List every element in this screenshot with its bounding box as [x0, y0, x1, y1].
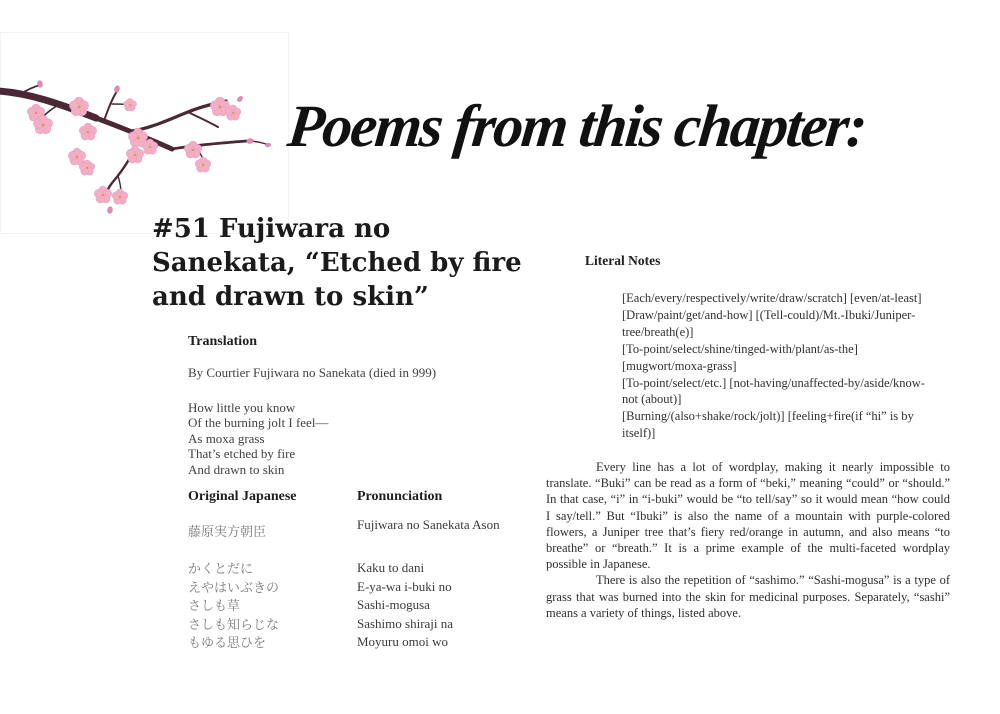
pronunciation-line: Moyuru omoi wo: [357, 634, 448, 650]
pronunciation-line: Sashi-mogusa: [357, 597, 430, 613]
poem-line: That’s etched by fire: [188, 446, 296, 462]
gloss-line: [To-point/select/shine/tinged-with/plant/as-the]: [622, 341, 858, 356]
poem-line: Of the burning jolt I feel—: [188, 415, 329, 431]
original-japanese-column-header: Original Japanese: [188, 489, 297, 504]
pronunciation-line: Sashimo shiraji na: [357, 615, 454, 631]
gloss-line: not (about)]: [622, 392, 682, 407]
japanese-line: もゆる思ひを: [188, 636, 267, 652]
gloss-line: tree/breath(e)]: [622, 324, 694, 339]
pronunciation-line: Kaku to dani: [357, 560, 425, 575]
gloss-line: [To-point/select/etc.] [not-having/unaffected-by/aside/know-: [622, 375, 925, 390]
pronunciation-lines: [357, 559, 453, 652]
gloss-line: itself)]: [622, 426, 656, 441]
gloss-line: [Draw/paint/get/and-how] [(Tell-could)/Mt.-Ibuki/Juniper-: [622, 307, 916, 322]
commentary-paragraph: There is also the repetition of “sashimo.” “Sashi-mogusa” is a type of grass that was burned into the skin for medicinal purposes. Separately, “sashi” means a variety of things, listed above.: [546, 573, 950, 620]
pronunciation-column-header: Pronunciation: [357, 489, 443, 504]
commentary-paragraphs: [546, 459, 950, 621]
literal-gloss-list: [622, 290, 942, 442]
poem-line: As moxa grass: [188, 430, 265, 446]
literal-notes-section-label: Literal Notes: [585, 253, 661, 268]
chapter-banner-title: Poems from this chapter:: [284, 93, 869, 159]
gloss-line: [mugwort/moxa-grass]: [622, 358, 737, 373]
pronunciation-line: E-ya-wa i-buki no: [357, 578, 452, 594]
japanese-line: さしも草: [188, 599, 241, 615]
translated-poem: [188, 400, 328, 477]
japanese-line: えやはいぶきの: [188, 580, 280, 596]
author-name-pronunciation: Fujiwara no Sanekata Ason: [357, 517, 500, 532]
cherry-blossom-illustration: [0, 57, 300, 227]
translation-section-label: Translation: [188, 334, 257, 349]
commentary-paragraph: Every line has a lot of wordplay, making it nearly impossible to translate. “Buki” can be read as a form of “beki,” meaning “could” or “should.” In that case, “i” in “i-buki” would be “to tell/say” so it would mean “how could I say/tell.” But “Ibuki” is also the name of a mountain with purple-colored flowers, a Juniper tree that’s fiery red/orange in autumn, and also means “to breathe” or “breath.” It is a prime example of the multi-faceted wordplay possible in Japanese.: [546, 460, 950, 572]
poem-byline: By Courtier Fujiwara no Sanekata (died in 999): [188, 365, 437, 380]
japanese-line: かくとだに: [188, 562, 254, 577]
gloss-line: [Burning/(also+shake/rock/jolt)] [feeling+fire(if “hi” is by: [622, 409, 914, 424]
japanese-line: さしも知らじな: [188, 617, 280, 633]
poem-title-heading: #51 Fujiwara no Sanekata, “Etched by fire and drawn to skin”: [152, 214, 522, 312]
poem-line: And drawn to skin: [188, 461, 285, 477]
original-japanese-lines: [188, 561, 279, 654]
poem-line: How little you know: [188, 400, 296, 415]
gloss-line: [Each/every/respectively/write/draw/scratch] [even/at-least]: [622, 291, 922, 305]
author-name-japanese: 藤原実方朝臣: [188, 525, 267, 540]
